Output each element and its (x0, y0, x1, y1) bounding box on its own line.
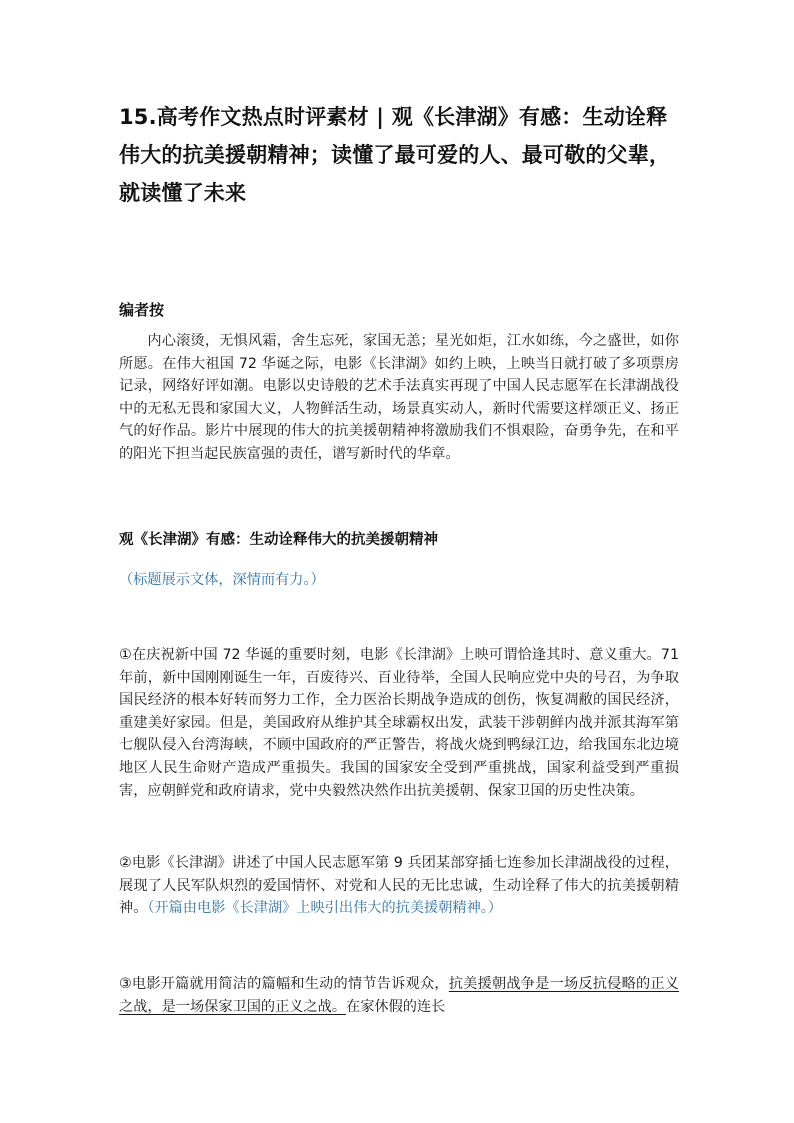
paragraph-1-text: ①在庆祝新中国 72 华诞的重要时刻，电影《长津湖》上映可谓恰逢其时、意义重大。71 年前，新中国刚刚诞生一年，百废待兴、百业待举，全国人民响应党中央的号召，为争取国民经济的根本好转而努力工作，全力医治长期战争造成的创伤，恢复凋敝的国民经济，重建美好家园。但是，美国政府从维护其全球霸权出发，武装干涉朝鲜内战并派其海军第七舰队侵入台湾海峡，不顾中国政府的严正警告，将战火烧到鸭绿江边，给我国东北边境地区人民生命财产造成严重损失。我国的国家安全受到严重挑战，国家利益受到严重损害，应朝鲜党和政府请求，党中央毅然决然作出抗美援朝、保家卫国的历史性决策。 (119, 647, 679, 799)
editor-note-body: 内心滚烫，无惧风霜，舍生忘死，家国无恙；星光如炬，江水如练，今之盛世，如你所愿。在伟大祖国 72 华诞之际，电影《长津湖》如约上映，上映当日就打破了多项票房记录，网络好评如潮。电影以史诗般的艺术手法真实再现了中国人民志愿军在长津湖战役中的无私无畏和家国大义，人物鲜活生动，场景真实动人，新时代需要这样颂正义、扬正气的好作品。影片中展现的伟大的抗美援朝精神将激励我们不惧艰险，奋勇争先，在和平的阳光下担当起民族富强的责任，谱写新时代的华章。 (119, 333, 679, 462)
paragraph-3 (119, 973, 679, 1018)
paragraph-3-lead: ③电影开篇就用简洁的篇幅和生动的情节告诉观众， (119, 976, 449, 992)
paragraph-2-text: ②电影《长津湖》讲述了中国人民志愿军第 9 兵团某部穿插七连参加长津湖战役的过程，展现了人民军队炽烈的爱国情怀、对党和人民的无比忠诚，生动诠释了伟大的抗美援朝精神。 (119, 855, 679, 917)
paragraph-3-underlined: 抗美援朝战争是一场反抗侵略的正义之战，是一场保家卫国的正义之战。 (119, 976, 679, 1015)
paragraph-3-tail: 在家休假的连长 (346, 998, 446, 1015)
paragraph-2 (119, 852, 679, 920)
paragraph-1 (119, 644, 679, 802)
paragraph-2-note: （开篇由电影《长津湖》上映引出伟大的抗美援朝精神。） (147, 900, 503, 917)
section-title: 观《长津湖》有感：生动诠释伟大的抗美援朝精神 (119, 532, 438, 548)
editor-note-label: 编者按 (119, 301, 165, 319)
section-note: （标题展示文体，深情而有力。） (119, 572, 325, 588)
document-title: 15.高考作文热点时评素材 | 观《长津湖》有感：生动诠释伟大的抗美援朝精神；读懂了最可爱的人、最可敬的父辈，就读懂了未来 (119, 105, 671, 205)
